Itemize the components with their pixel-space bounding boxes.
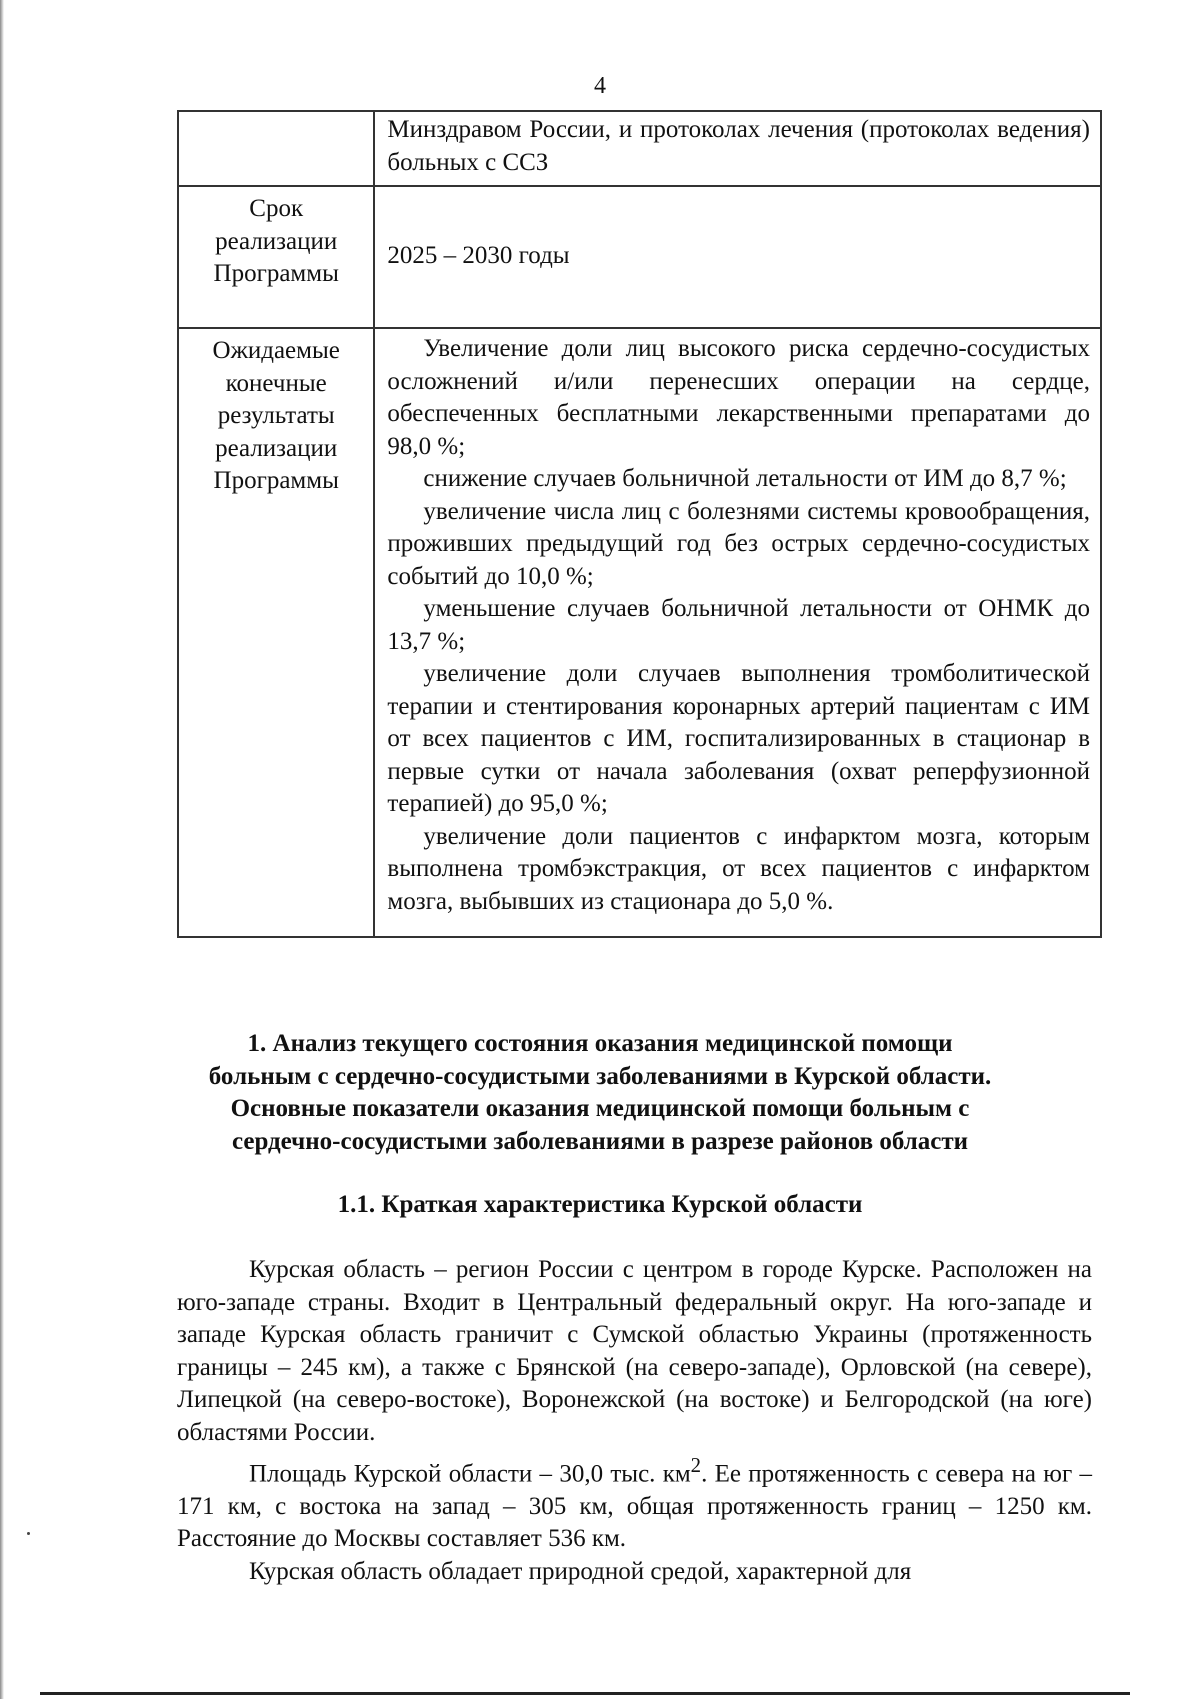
paragraph-text: . Ее протяженность с севера на юг – 171 км, с востока на запад – 305 км, общая протяженность границ – 1250 км. Расстояние до Москвы составляет 536 км.: [177, 1460, 1092, 1553]
label-line: результаты: [217, 402, 335, 429]
label-line: реализации: [215, 434, 338, 462]
result-item: Увеличение доли лиц высокого риска сердечно-сосудистых осложнений и/или перенесших операции на сердце, обеспеченных бесплатными лекарственными препаратами до 98,0 %;: [387, 335, 1090, 460]
subsection-heading: 1.1. Краткая характеристика Курской области: [337, 1191, 863, 1218]
section-heading: [0, 1028, 1200, 1158]
paragraph-text: Площадь Курской области – 30,0 тыс. км: [249, 1460, 691, 1488]
superscript: 2: [690, 1453, 702, 1477]
section-heading-line: 1. Анализ текущего состояния оказания медицинской помощи: [247, 1030, 953, 1057]
result-item: снижение случаев больничной летальности от ИМ до 8,7 %;: [423, 465, 1067, 492]
label-line: Ожидаемые: [212, 337, 340, 364]
row-value-expected-results: [374, 328, 1101, 937]
table-row: [178, 328, 1101, 937]
table-row: [178, 186, 1101, 328]
section-heading-line: Основные показатели оказания медицинской помощи больным с: [230, 1095, 970, 1122]
scan-dot: [27, 1532, 30, 1535]
row-value-term: [374, 186, 1101, 328]
section-heading-line: больным с сердечно-сосудистыми заболеваниями в Курской области.: [208, 1062, 992, 1090]
program-passport-table: [177, 110, 1102, 938]
page-number: 4: [594, 73, 606, 99]
result-item: увеличение доли пациентов с инфарктом мозга, которым выполнена тромбэкстракция, от всех пациентов с инфарктом мозга, выбывших из стационара до 5,0 %.: [387, 822, 1090, 915]
label-line: Программы: [213, 260, 339, 287]
row-label-term: [178, 186, 374, 328]
label-line: реализации: [215, 227, 338, 255]
row-value-minzdrav: [374, 111, 1101, 186]
result-item: увеличение доли случаев выполнения тромболитической терапии и стентирования коронарных артерий пациентам с ИМ от всех пациентов с ИМ, госпитализированных в стационар в первые сутки от начала заболевания (охват реперфузионной терапией) до 95,0 %;: [387, 660, 1090, 817]
result-item: увеличение числа лиц с болезнями системы кровообращения, проживших предыдущий год без острых сердечно-сосудистых событий до 10,0 %;: [387, 497, 1090, 590]
row-label-empty: [178, 111, 374, 186]
table-row: [178, 111, 1101, 186]
paragraph: [177, 1449, 1092, 1556]
scan-left-edge-shadow: [0, 0, 4, 1699]
label-line: Срок: [249, 195, 304, 222]
bottom-scan-rule: [40, 1692, 1130, 1695]
label-line: конечные: [225, 369, 327, 397]
result-item: уменьшение случаев больничной летальности от ОНМК до 13,7 %;: [387, 595, 1090, 655]
section-heading-line: сердечно-сосудистыми заболеваниями в разрезе районов области: [231, 1127, 969, 1155]
body-text: [177, 1254, 1092, 1588]
paragraph: Курская область – регион России с центром в городе Курске. Расположен на юго-западе страны. Входит в Центральный федеральный округ. На юго-западе и западе Курская область граничит с Сумской областью Украины (протяженность границы – 245 км), а также с Брянской (на северо-западе), Орловской (на севере), Липецкой (на северо-востоке), Воронежской (на востоке) и Белгородской (на юге) областями России.: [177, 1256, 1092, 1446]
row-value-text: Минздравом России, и протоколах лечения (протоколах ведения) больных с ССЗ: [387, 116, 1090, 176]
row-label-expected-results: [178, 328, 374, 937]
term-years: 2025 – 2030 годы: [387, 241, 570, 269]
paragraph: Курская область обладает природной средой, характерной для: [249, 1557, 912, 1585]
label-line: Программы: [213, 467, 339, 494]
